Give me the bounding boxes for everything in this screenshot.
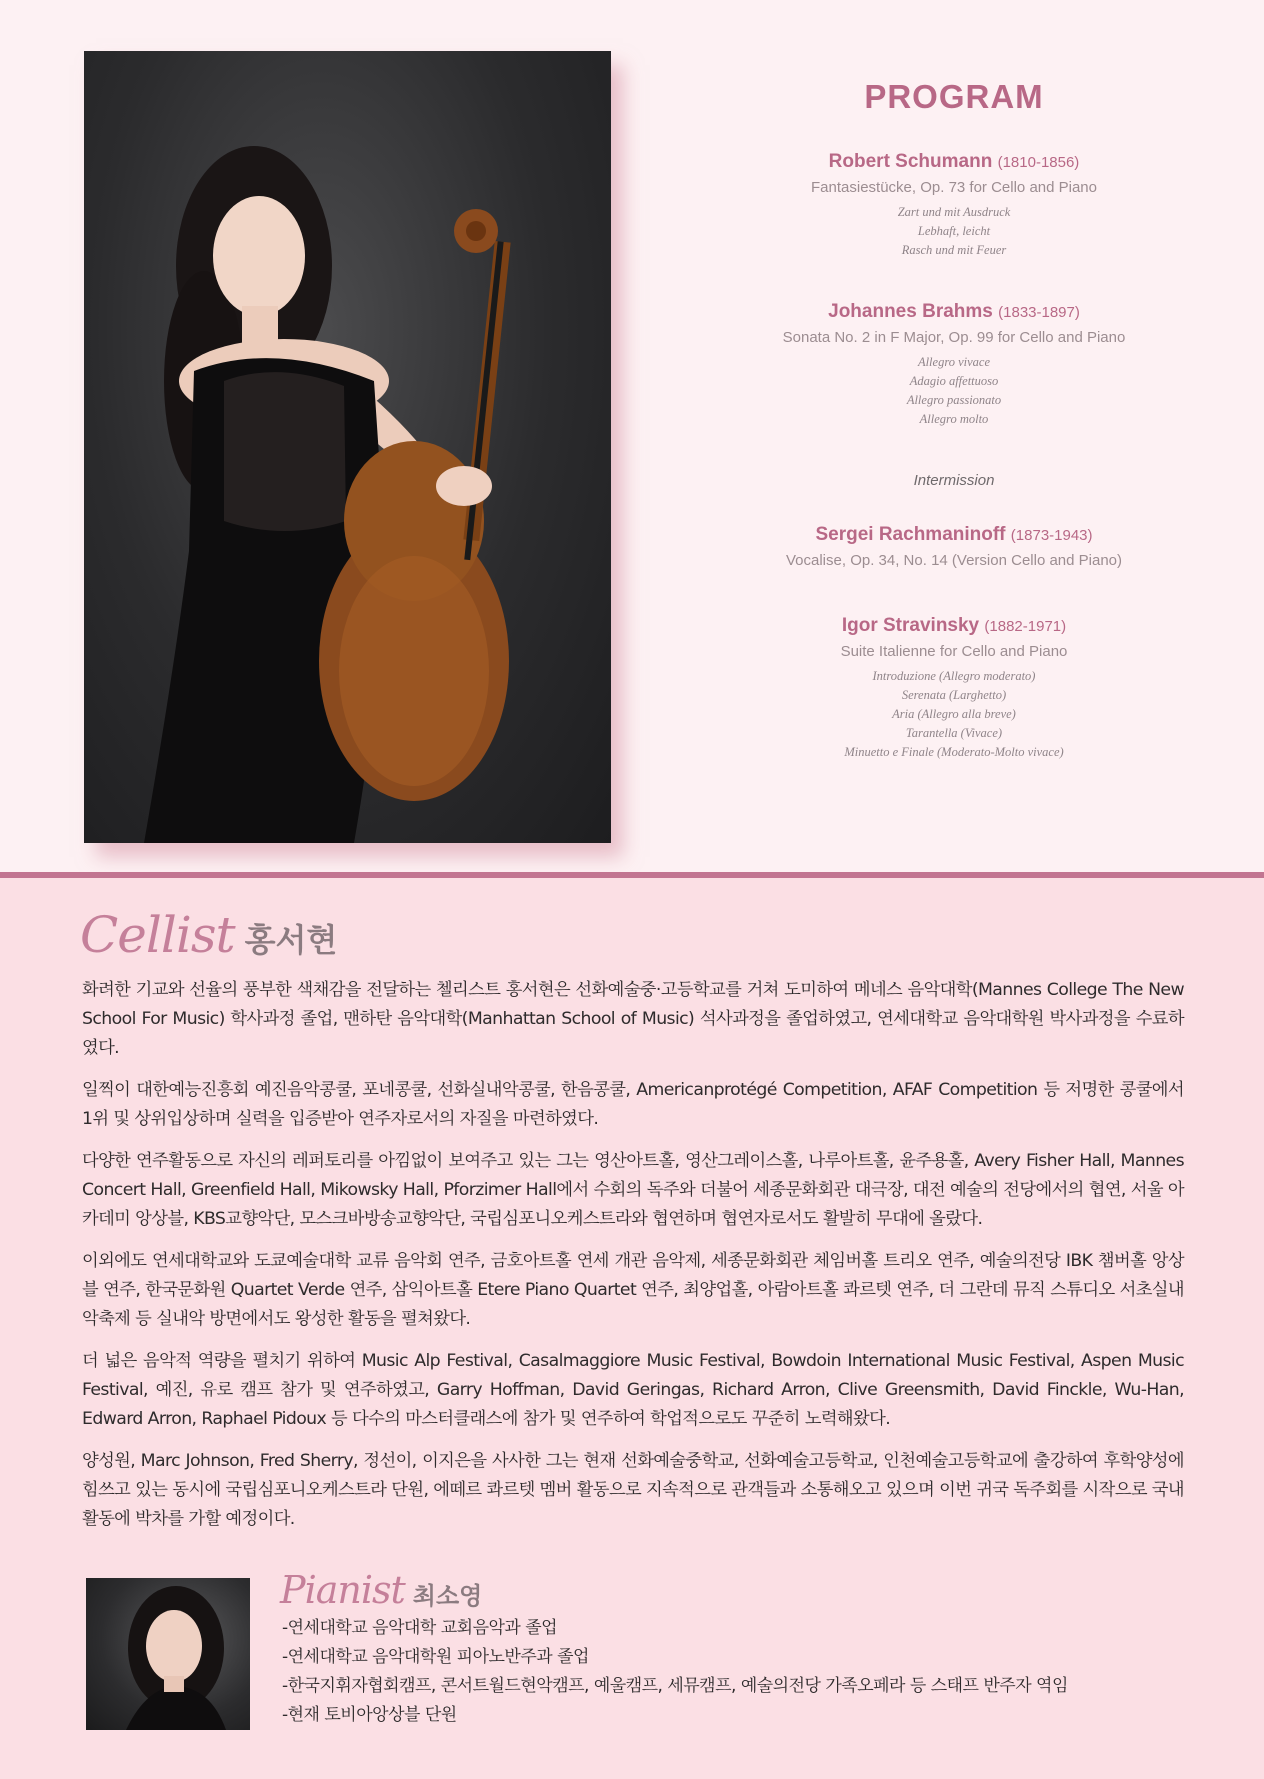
cellist-name: 홍서현 [244,921,338,959]
movement: Zart und mit Ausdruck [897,205,1011,219]
cellist-photo [84,51,611,843]
work-title: Vocalise, Op. 34, No. 14 (Version Cello and Piano) [785,552,1123,569]
program-piece [730,150,1178,260]
composer-name: Johannes Brahms [828,301,993,322]
cellist-bio [82,976,1184,1547]
pianist-photo-illustration [86,1578,250,1730]
composer [730,523,1178,548]
bio-paragraph: 양성원, Marc Johnson, Fred Sherry, 정선이, 이지은을 사사한 그는 현재 선화예술중학교, 선화예술고등학교, 인천예술고등학교에 출강하여 후학양성에 힘쓰고 있는 동시에 국립심포니오케스트라 단원, 에떼르 콰르텟 멤버 활동으로 지속적으로 관객들과 소통해오고 있으며 이번 귀국 독주회를 시작으로 국내활동에 박차를 가할 예정이다. [82,1451,1184,1529]
cellist-script-label: Cellist [80,906,235,964]
cellist-header [80,895,337,965]
bio-paragraph: 이외에도 연세대학교와 도쿄예술대학 교류 음악회 연주, 금호아트홀 연세 개관 음악제, 세종문화회관 체임버홀 트리오 연주, 예술의전당 IBK 챔버홀 앙상블 연주, 한국문화원 Quartet Verde 연주, 삼익아트홀 Etere Piano Quartet 연주, 최양업홀, 아람아트홀 콰르텟 연주, 더 그란데 뮤직 스튜디오 서초실내악축제 등 실내악 방면에서도 왕성한 활동을 펼쳐왔다. [82,1251,1184,1329]
pianist-header [280,1566,482,1612]
composer-name: Sergei Rachmaninoff [815,524,1006,545]
movement: Serenata (Larghetto) [901,688,1007,702]
program-piece [730,300,1178,429]
movement: Aria (Allegro alla breve) [892,707,1016,721]
composer-years: (1873-1943) [1010,527,1093,544]
movement: Allegro passionato [906,393,1002,407]
program-title: PROGRAM [864,78,1044,115]
list-item: -현재 토비아앙상블 단원 [282,1705,457,1725]
program-piece [730,523,1178,574]
pianist-photo [86,1578,250,1730]
bio-paragraph: 다양한 연주활동으로 자신의 레퍼토리를 아낌없이 보여주고 있는 그는 영산아트홀, 영산그레이스홀, 나루아트홀, 윤주용홀, Avery Fisher Hall, Mannes Concert Hall, Greenfield Hall, Mikowsky Hall, Pforzimer Hall에서 수회의 독주와 더불어 세종문화회관 대극장, 대전 예술의 전당에서의 협연, 서울 아카데미 앙상블, KBS교향악단, 모스크바방송교향악단, 국립심포니오케스트라와 협연하며 협연자로서도 활발히 무대에 올랐다. [82,1151,1184,1229]
movement: Allegro molto [919,412,989,426]
pianist-name: 최소영 [412,1582,483,1610]
program-section [0,0,1264,872]
composer-years: (1810-1856) [997,154,1080,171]
composer [730,614,1178,639]
pianist-credentials [282,1614,1068,1730]
movement: Lebhaft, leicht [917,224,991,238]
movement: Minuetto e Finale (Moderato-Molto vivace) [844,745,1064,759]
list-item: -연세대학교 음악대학 교회음악과 졸업 [282,1618,558,1638]
movement: Rasch und mit Feuer [901,243,1007,257]
work-title: Suite Italienne for Cello and Piano [840,643,1068,660]
work-title: Fantasiestücke, Op. 73 for Cello and Piano [811,179,1097,196]
movement-list [730,203,1178,260]
pianist-script-label: Pianist [280,1568,405,1612]
movement: Allegro vivace [917,355,991,369]
work-title: Sonata No. 2 in F Major, Op. 99 for Cello and Piano [782,329,1126,346]
movement: Introduzione (Allegro moderato) [872,669,1036,683]
composer-name: Robert Schumann [828,151,993,172]
movement: Adagio affettuoso [909,374,999,388]
bio-paragraph: 일찍이 대한예능진흥회 예진음악콩쿨, 포네콩쿨, 선화실내악콩쿨, 한음콩쿨, Americanprotégé Competition, AFAF Competition 등 저명한 콩쿨에서 1위 및 상위입상하며 실력을 입증받아 연주자로서의 자질을 마련하였다. [82,1080,1184,1129]
program-list [730,78,1178,762]
movement-list [730,353,1178,429]
program-piece [730,614,1178,762]
list-item: -한국지휘자협회캠프, 콘서트월드현악캠프, 예울캠프, 세뮤캠프, 예술의전당 가족오페라 등 스태프 반주자 역임 [282,1676,1068,1696]
composer [730,300,1178,325]
bio-paragraph: 더 넓은 음악적 역량을 펼치기 위하여 Music Alp Festival, Casalmaggiore Music Festival, Bowdoin International Music Festival, Aspen Music Festival, 예진, 유로 캠프 참가 및 연주하였고, Garry Hoffman, David Geringas, Richard Arron, Clive Greensmith, David Finckle, Wu-Han, Edward Arron, Raphael Pidoux 등 다수의 마스터클래스에 참가 및 연주하여 학업적으로도 꾸준히 노력해왔다. [82,1351,1184,1429]
cellist-photo-illustration [84,51,611,843]
composer-name: Igor Stravinsky [841,615,980,636]
movement-list [730,667,1178,762]
movement: Tarantella (Vivace) [905,726,1003,740]
composer-years: (1833-1897) [998,304,1080,321]
composer-years: (1882-1971) [984,618,1067,635]
composer [730,150,1178,175]
list-item: -연세대학교 음악대학원 피아노반주과 졸업 [282,1647,589,1667]
bio-paragraph: 화려한 기교와 선율의 풍부한 색채감을 전달하는 첼리스트 홍서현은 선화예술중·고등학교를 거쳐 도미하여 메네스 음악대학(Mannes College The New School For Music) 학사과정 졸업, 맨하탄 음악대학(Manhattan School of Music) 석사과정을 졸업하였고, 연세대학교 음악대학원 박사과정을 수료하였다. [82,980,1184,1058]
intermission-label: Intermission [913,472,995,489]
